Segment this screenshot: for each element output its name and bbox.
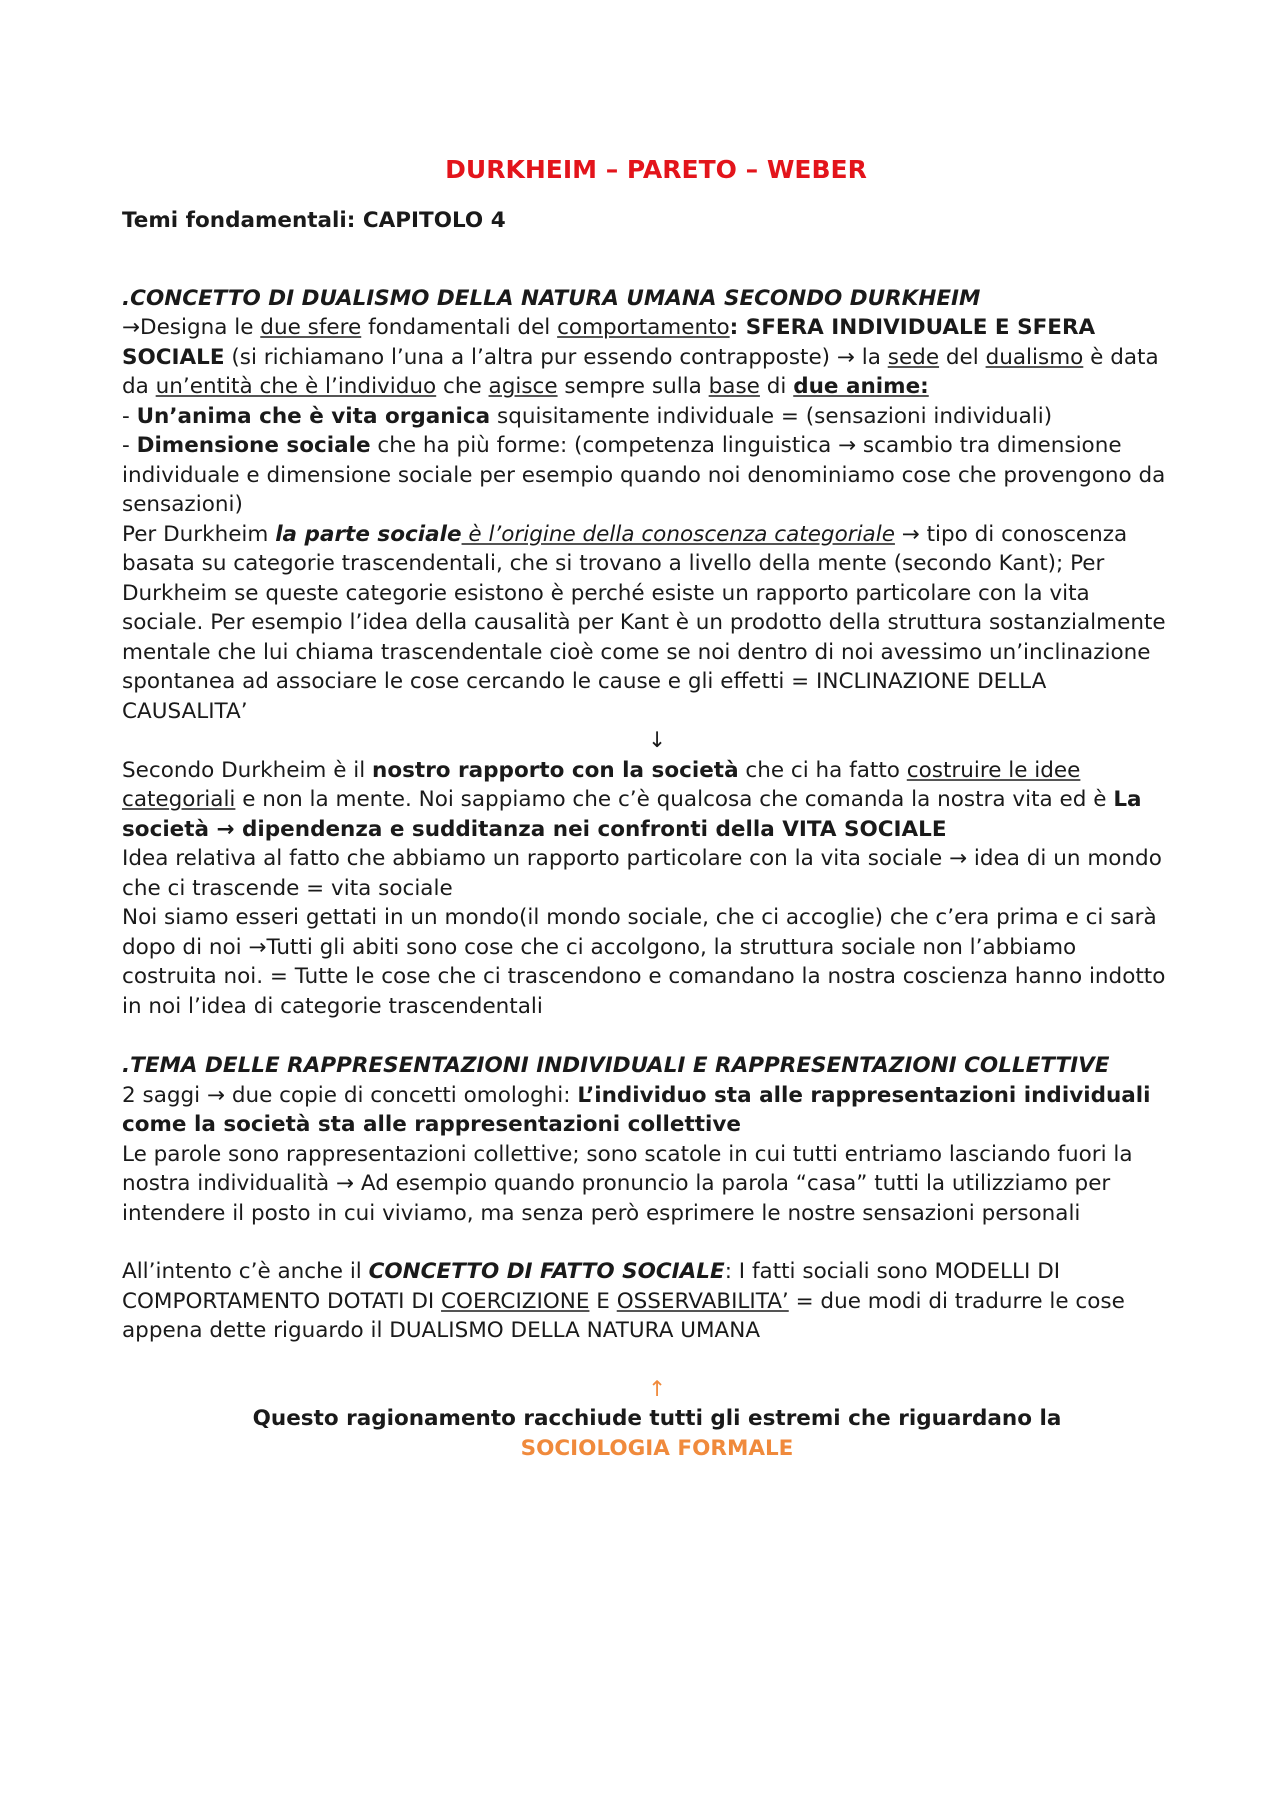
paragraph-fatto-sociale: All’intento c’è anche il CONCETTO DI FATTO SOCIALE: I fatti sociali sono MODELLI DI COMPORTAMENTO DOTATI DI COERCIZIONE E OSSERVABILITA’ = due modi di tradurre le cose appena dette riguardo il DUALISMO DELLA NATURA UMANA xyxy=(122,1259,1125,1343)
paragraph-idea-relativa: Idea relativa al fatto che abbiamo un rapporto particolare con la vita sociale → idea di un mondo che ci trascende = vita sociale xyxy=(122,846,1162,901)
section-heading-rappresentazioni: .TEMA DELLE RAPPRESENTAZIONI INDIVIDUALI E RAPPRESENTAZIONI COLLETTIVE xyxy=(122,1053,1110,1078)
page-title: DURKHEIM – PARETO – WEBER xyxy=(445,155,867,184)
paragraph-dualismo-intro: →Designa le due sfere fondamentali del comportamento: SFERA INDIVIDUALE E SFERA SOCIALE (si richiamano l’una a l’altra pur essendo contrapposte) → la sede del dualismo è data da un’entità che è l’individuo che agisce sempre sulla base di due anime: xyxy=(122,315,1159,399)
conclusion-text: Questo ragionamento racchiude tutti gli estremi che riguardano la xyxy=(252,1406,1062,1431)
paragraph-esseri-gettati: Noi siamo esseri gettati in un mondo(il mondo sociale, che ci accoglie) che c’era prima e ci sarà dopo di noi →Tutti gli abiti sono cose che ci accolgono, la struttura sociale non l’abbiamo costruita noi. = Tutte le cose che ci trascendono e comandano la nostra coscienza hanno indotto in noi l’idea di categorie trascendentali xyxy=(122,905,1166,1019)
paragraph-rapporto-societa: Secondo Durkheim è il nostro rapporto con la società che ci ha fatto costruire le idee categoriali e non la mente. Noi sappiamo che c’è qualcosa che comanda la nostra vita ed è La società → dipendenza e sudditanza nei confronti della VITA SOCIALE xyxy=(122,757,1142,842)
spacer xyxy=(122,1228,1172,1257)
list-item-anima-organica: - Un’anima che è vita organica squisitamente individuale = (sensazioni individuali) xyxy=(122,403,1053,429)
section-heading-dualismo: .CONCETTO DI DUALISMO DELLA NATURA UMANA SECONDO DURKHEIM xyxy=(122,285,981,311)
arrow-down-icon: ↓ xyxy=(647,728,666,753)
arrow-up-icon: ↑ xyxy=(647,1376,666,1402)
conclusion-highlight: SOCIOLOGIA FORMALE xyxy=(520,1435,794,1461)
spacer xyxy=(122,1346,1172,1375)
subtitle: Temi fondamentali: CAPITOLO 4 xyxy=(122,208,506,233)
document-body xyxy=(122,152,1172,1463)
paragraph-conoscenza-categoriale: Per Durkheim la parte sociale è l’origine della conoscenza categoriale → tipo di conoscenza basata su categorie trascendentali, che si trovano a livello della mente (secondo Kant); Per Durkheim se queste categorie esistono è perché esiste un rapporto particolare con la vita sociale. Per esempio l’idea della causalità per Kant è un prodotto della struttura sostanzialmente mentale che lui chiama trascendentale cioè come se noi dentro di noi avessimo un’inclinazione spontanea ad associare le cose cercando le cause e gli effetti = INCLINAZIONE DELLA CAUSALITA’ xyxy=(122,521,1166,724)
paragraph-due-saggi: 2 saggi → due copie di concetti omologhi: L’individuo sta alle rappresentazioni individuali come la società sta alle rappresentazioni collettive xyxy=(122,1082,1151,1137)
paragraph-parole: Le parole sono rappresentazioni collettive; sono scatole in cui tutti entriamo lasciando fuori la nostra individualità → Ad esempio quando pronuncio la parola “casa” tutti la utilizziamo per intendere il posto in cui viviamo, ma senza però esprimere le nostre sensazioni personali xyxy=(122,1141,1133,1226)
list-item-dimensione-sociale: - Dimensione sociale che ha più forme: (competenza linguistica → scambio tra dimensione individuale e dimensione sociale per esempio quando noi denominiamo cose che provengono da sensazioni) xyxy=(122,433,1166,517)
